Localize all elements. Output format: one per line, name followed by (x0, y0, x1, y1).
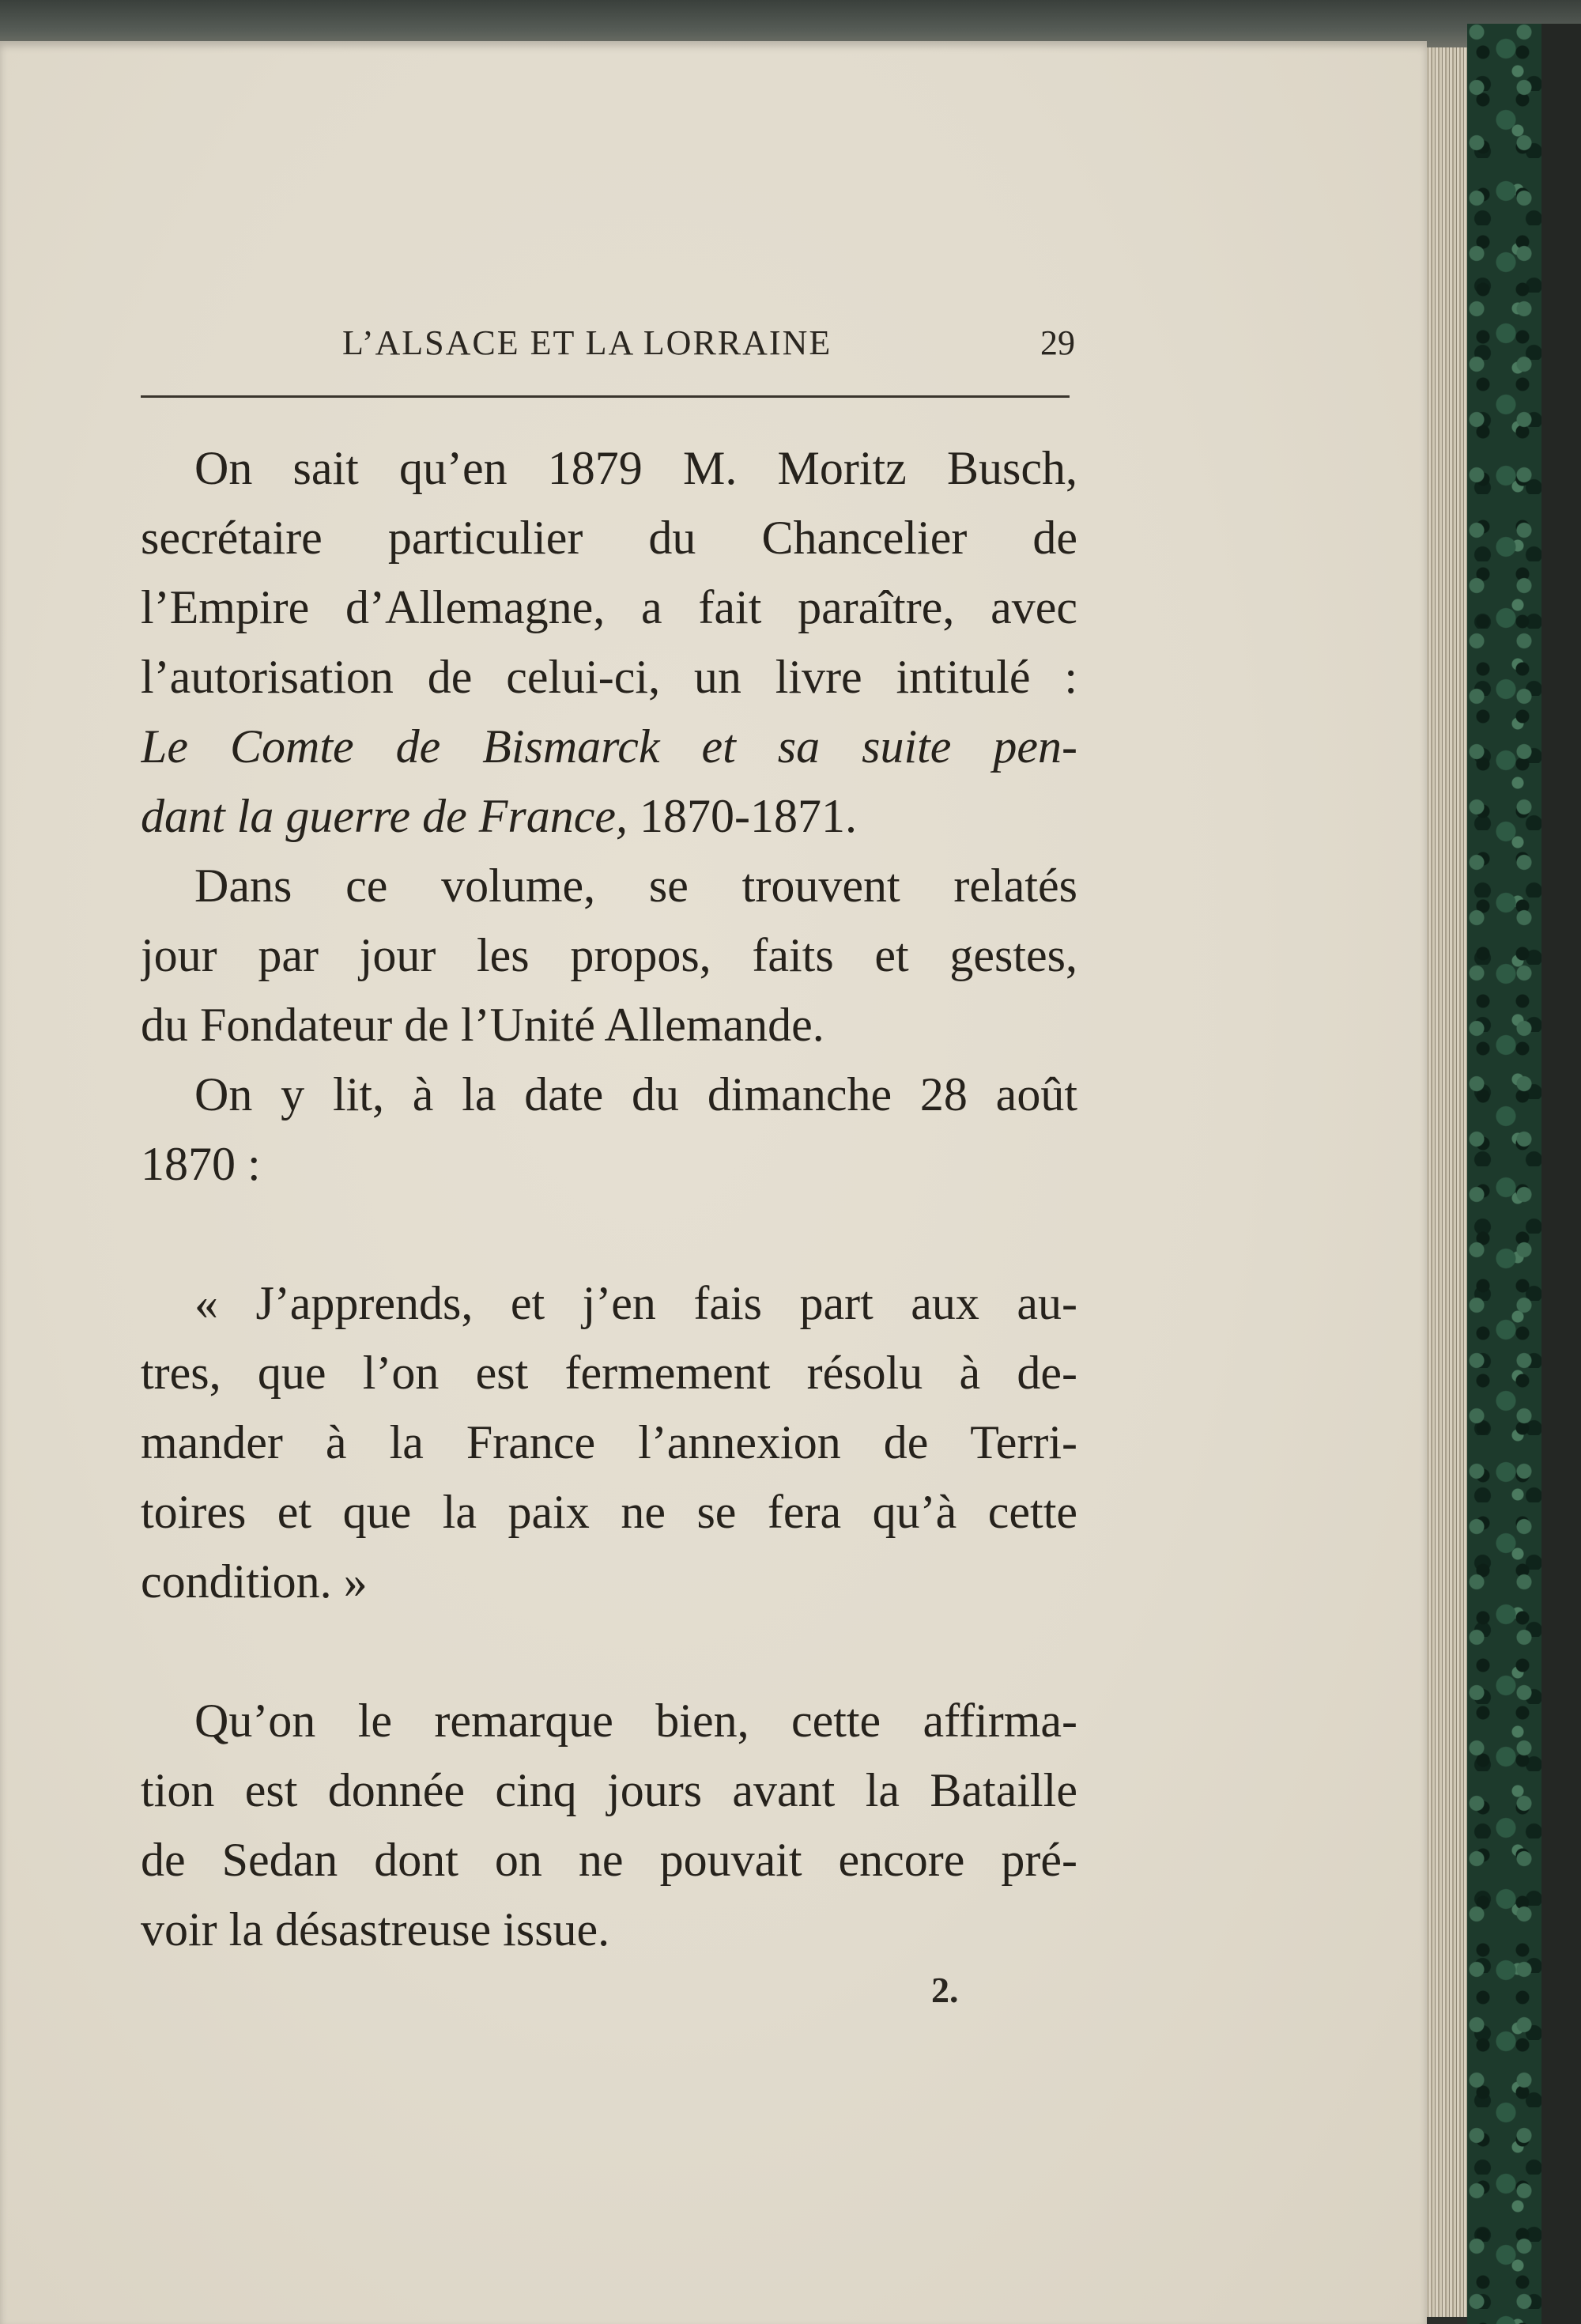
paragraph-1-line-3: l’Empire d’Allemagne, a fait paraître, avec (141, 581, 1077, 633)
paragraph-3-line-1: On y lit, à la date du dimanche 28 août (194, 1068, 1077, 1120)
page-edges (1421, 47, 1467, 2317)
quote-line-1: « J’apprends, et j’en fais part aux au- (194, 1277, 1077, 1329)
paragraph-4-line-3: de Sedan dont on ne pouvait encore pré- (141, 1834, 1077, 1886)
paragraph-4-line-1: Qu’on le remarque bien, cette affirma- (194, 1695, 1077, 1747)
paragraph-4-line-4: voir la désastreuse issue. (141, 1903, 610, 1956)
paragraph-4-line-2: tion est donnée cinq jours avant la Bataille (141, 1764, 1077, 1816)
quote-line-4: toires et que la paix ne se fera qu’à cette (141, 1486, 1077, 1538)
running-title: L’ALSACE ET LA LORRAINE (342, 323, 832, 362)
paragraph-1-line-4: l’autorisation de celui-ci, un livre intitulé : (141, 651, 1077, 703)
running-header (141, 323, 1075, 370)
page-number: 29 (1040, 323, 1075, 362)
paragraph-1-line-2: secrétaire particulier du Chancelier de (141, 512, 1077, 564)
book-title-italic: dant la guerre de France, (141, 790, 628, 842)
header-rule (141, 395, 1070, 398)
paragraph-1-line-1: On sait qu’en 1879 M. Moritz Busch, (194, 442, 1077, 494)
quote-line-2: tres, que l’on est fermement résolu à de- (141, 1347, 1077, 1399)
paragraph-3-line-2: 1870 : (141, 1138, 261, 1190)
paragraph-2-line-2: jour par jour les propos, faits et gestes, (141, 929, 1077, 981)
quote-line-5: condition. » (141, 1555, 368, 1608)
book-title-line-1: Le Comte de Bismarck et sa suite pen- (141, 720, 1077, 773)
cover-edge (1541, 24, 1581, 2324)
paragraph-2-line-1: Dans ce volume, se trouvent relatés (194, 860, 1077, 912)
paragraph-2-line-3: du Fondateur de l’Unité Allemande. (141, 999, 824, 1051)
book-title-dates: 1870-1871. (627, 790, 857, 842)
quote-line-3: mander à la France l’annexion de Terri- (141, 1416, 1077, 1468)
signature-mark: 2. (931, 1970, 959, 2010)
book-title-line-2 (141, 781, 1077, 851)
